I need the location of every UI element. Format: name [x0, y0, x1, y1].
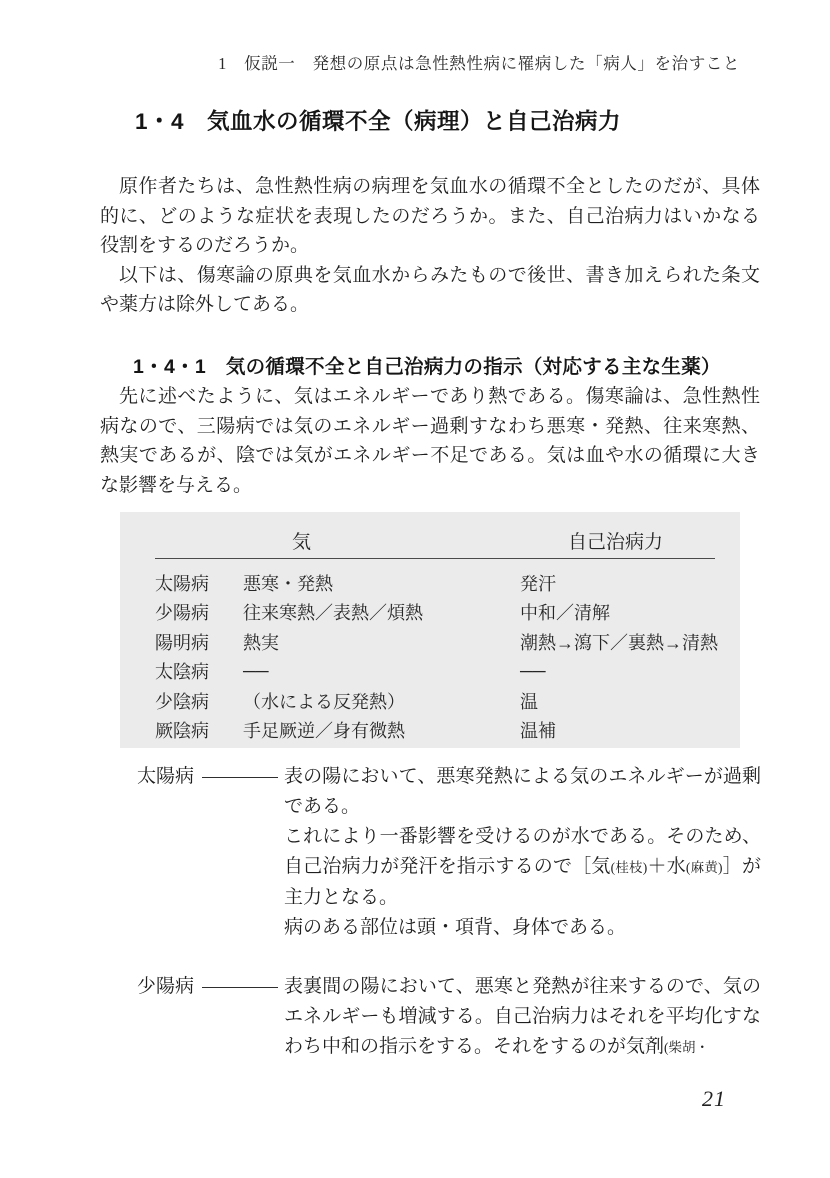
table-col-header-jiko: 自己治病力 [568, 532, 664, 553]
entry-shoyobyo [137, 972, 761, 1063]
table-row [120, 598, 740, 628]
cell-jiko: 発汗 [520, 573, 556, 594]
text-segment: 表の陽において、悪寒発熱による気のエネルギーが過剰である。 [284, 766, 762, 817]
entry-label: 少陽病 [137, 976, 195, 997]
text-segment: 病のある部位は頭・項背、身体である。 [284, 917, 627, 938]
paragraph: 原作者たちは、急性熱性病の病理を気血水の循環不全としたのだが、具体的に、どのような症状を表現したのだろうか。また、自己治病力はいかなる役割をするのだろうか。 [100, 176, 760, 256]
cell-jiko: 中和／清解 [520, 603, 610, 624]
subsection-heading: 1・4・1 気の循環不全と自己治病力の指示（対応する主な生薬） [133, 356, 721, 378]
cell-ki: ── [243, 660, 269, 681]
cell-ki: 悪寒・発熱 [243, 573, 333, 594]
table-row [120, 568, 740, 598]
table-header-rule [155, 558, 715, 559]
leader-line [202, 777, 278, 778]
row-label: 少陰病 [155, 691, 209, 712]
cell-jiko: 潮熱→瀉下／裏熱→清熱 [520, 632, 718, 653]
herb-annotation: (麻黄) [685, 860, 723, 875]
paragraph: 先に述べたように、気はエネルギーであり熱である。傷寒論は、急性熱性病なので、三陽病では気のエネルギー過剰すなわち悪寒・発熱、往来寒熱、熱実であるが、陰では気がエネルギー不足である。気は血や水の循環に大きな影響を与える。 [100, 386, 760, 496]
subsection-paragraphs [100, 382, 760, 500]
entry-paragraph [284, 762, 761, 822]
herb-annotation: (桂枝) [610, 860, 648, 875]
intro-paragraphs [100, 172, 760, 320]
entry-paragraph [284, 972, 761, 1063]
text-segment: ＋水 [647, 856, 686, 877]
table-row [120, 627, 740, 657]
table-row [120, 716, 740, 746]
row-label: 陽明病 [155, 632, 209, 653]
table-header-row [120, 512, 740, 553]
row-label: 太陰病 [155, 662, 209, 683]
entry-paragraph [284, 913, 761, 943]
row-label: 太陽病 [155, 573, 209, 594]
entry-text [284, 762, 761, 943]
cell-ki: 手足厥逆／身有微熱 [243, 721, 405, 742]
text-segment: これにより一番影響を受けるのが水である。そのため、自己治病力が発汗を指示するので［気 [284, 826, 762, 877]
row-label: 厥陰病 [155, 721, 209, 742]
table-row [120, 657, 740, 687]
section-heading: 1・4 気血水の循環不全（病理）と自己治病力 [135, 109, 622, 134]
row-label: 少陽病 [155, 603, 209, 624]
running-head: 1 仮説一 発想の原点は急性熱性病に罹病した「病人」を治すこと [218, 54, 740, 73]
cell-ki: 往来寒熱／表熱／煩熱 [243, 603, 423, 624]
table-row [120, 686, 740, 716]
table-col-header-ki: 気 [292, 532, 312, 553]
entry-paragraph [284, 822, 761, 913]
text-segment: 表裏間の陽において、悪寒と発熱が往来するので、気のエネルギーも増減する。自己治病力はそれを平均化すなわち中和の指示をする。それをするのが気剤 [284, 976, 762, 1057]
text-segment: ］が主力となる。 [284, 856, 761, 908]
ki-jikochibyoryoku-table [120, 512, 740, 748]
herb-annotation: (柴胡・ [664, 1040, 710, 1055]
entry-taiyobyo [137, 762, 761, 943]
entry-text [284, 972, 761, 1063]
cell-jiko: 温補 [520, 721, 556, 742]
cell-jiko: 温 [520, 691, 538, 712]
cell-ki: （水による反発熱） [243, 691, 405, 712]
cell-ki: 熱実 [243, 632, 279, 653]
cell-jiko: ── [520, 660, 546, 681]
page-number: 21 [702, 1086, 726, 1111]
entry-label: 太陽病 [137, 766, 195, 787]
leader-line [202, 987, 278, 988]
paragraph: 以下は、傷寒論の原典を気血水からみたもので後世、書き加えられた条文や薬方は除外してある。 [100, 264, 760, 315]
table-body [120, 568, 740, 745]
